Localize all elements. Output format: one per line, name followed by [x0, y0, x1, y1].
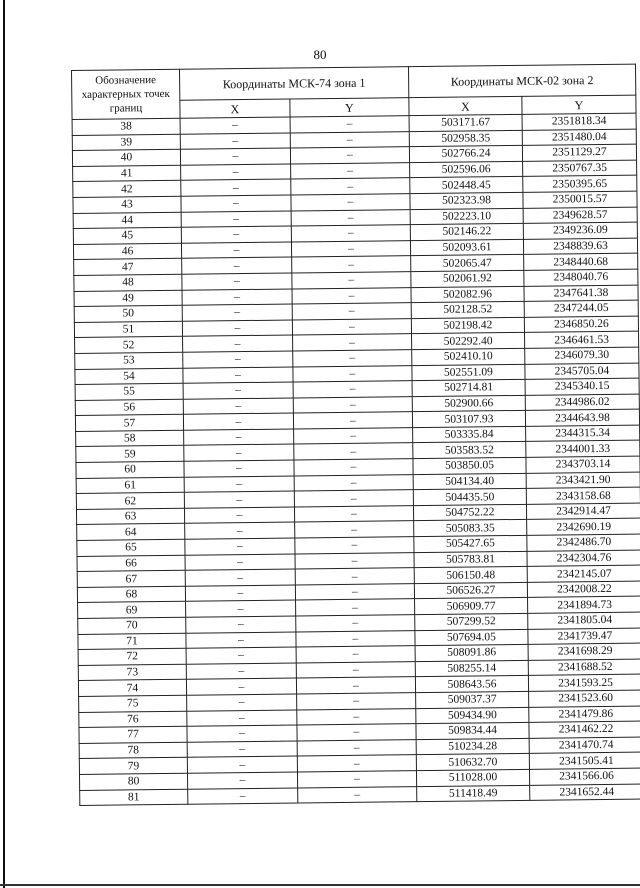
msk74-x-cell: –: [180, 148, 290, 165]
msk02-x-cell: 510234.28: [416, 738, 529, 755]
msk02-x-cell: 503335.84: [413, 426, 526, 443]
point-cell: 42: [73, 181, 181, 198]
msk02-x-cell: 509834.44: [416, 723, 529, 740]
msk74-y-cell: –: [295, 583, 414, 600]
msk74-y-cell: –: [297, 693, 416, 710]
msk02-y-cell: 2342145.07: [527, 565, 640, 582]
msk74-y-cell: –: [293, 350, 412, 367]
msk74-x-cell: –: [185, 569, 295, 586]
msk02-x-cell: 504752.22: [413, 504, 526, 521]
msk74-x-cell: –: [185, 538, 295, 555]
msk02-y-cell: 2341805.04: [528, 612, 640, 629]
msk02-x-cell: 505783.81: [414, 551, 527, 568]
msk02-x-cell: 510632.70: [416, 754, 529, 771]
msk74-x-cell: –: [181, 242, 291, 259]
msk02-x-cell: 507299.52: [415, 613, 528, 630]
point-cell: 48: [74, 274, 182, 291]
msk74-x-cell: –: [181, 179, 291, 196]
msk02-y-cell: 2341566.06: [529, 768, 640, 785]
msk02-x-cell: 502292.40: [412, 333, 525, 350]
point-cell: 69: [78, 602, 186, 619]
point-cell: 61: [76, 477, 184, 494]
point-cell: 55: [75, 383, 183, 400]
msk02-y-cell: 2341652.44: [530, 784, 640, 801]
msk02-y-cell: 2343703.14: [526, 456, 640, 473]
msk02-y-cell: 2341479.86: [529, 706, 640, 723]
msk02-y-cell: 2350395.65: [523, 175, 637, 192]
msk74-x-cell: –: [187, 710, 297, 727]
msk02-y-cell: 2346079.30: [525, 347, 639, 364]
msk74-x-cell: –: [184, 460, 294, 477]
point-cell: 50: [74, 305, 182, 322]
msk74-x-cell: –: [182, 273, 292, 290]
msk74-y-cell: –: [293, 381, 412, 398]
msk02-x-cell: 502410.10: [412, 348, 525, 365]
msk02-y-cell: 2344001.33: [526, 441, 640, 458]
point-cell: 77: [79, 726, 187, 743]
msk74-x-cell: –: [188, 788, 298, 805]
msk74-x-cell: –: [183, 398, 293, 415]
msk74-y-cell: –: [295, 552, 414, 569]
header-msk74-y: Y: [290, 98, 409, 117]
msk02-y-cell: 2341470.74: [529, 737, 640, 754]
msk74-y-cell: –: [290, 116, 409, 133]
msk02-y-cell: 2342486.70: [527, 534, 640, 551]
msk02-y-cell: 2346850.26: [524, 316, 638, 333]
msk74-y-cell: –: [294, 459, 413, 476]
msk74-y-cell: –: [294, 505, 413, 522]
msk74-y-cell: –: [291, 178, 410, 195]
msk74-x-cell: –: [182, 257, 292, 274]
msk02-x-cell: 509434.90: [416, 707, 529, 724]
msk02-y-cell: 2344315.34: [526, 425, 640, 442]
msk02-x-cell: 504435.50: [413, 489, 526, 506]
point-cell: 54: [75, 368, 183, 385]
msk02-y-cell: 2349236.09: [523, 222, 637, 239]
msk02-x-cell: 507694.05: [415, 629, 528, 646]
msk74-y-cell: –: [290, 131, 409, 148]
msk02-x-cell: 506150.48: [414, 567, 527, 584]
msk74-x-cell: –: [184, 429, 294, 446]
msk02-x-cell: 508091.86: [415, 645, 528, 662]
msk74-y-cell: –: [294, 443, 413, 460]
msk74-y-cell: –: [291, 225, 410, 242]
msk74-y-cell: –: [294, 474, 413, 491]
point-cell: 45: [73, 227, 181, 244]
msk02-y-cell: 2341698.29: [528, 643, 640, 660]
msk02-y-cell: 2348839.63: [523, 238, 637, 255]
msk74-y-cell: –: [294, 490, 413, 507]
msk74-x-cell: –: [187, 694, 297, 711]
msk74-x-cell: –: [183, 382, 293, 399]
msk74-y-cell: –: [295, 568, 414, 585]
point-cell: 38: [72, 118, 180, 135]
msk02-y-cell: 2341739.47: [528, 628, 640, 645]
msk02-x-cell: 502146.22: [410, 224, 523, 241]
msk02-x-cell: 503583.52: [413, 442, 526, 459]
msk74-x-cell: –: [184, 476, 294, 493]
msk02-y-cell: 2350767.35: [523, 160, 637, 177]
msk74-x-cell: –: [184, 444, 294, 461]
point-cell: 66: [77, 555, 185, 572]
msk02-y-cell: 2349628.57: [523, 207, 637, 224]
msk74-y-cell: –: [297, 724, 416, 741]
msk74-x-cell: –: [186, 663, 296, 680]
msk74-x-cell: –: [186, 616, 296, 633]
msk02-x-cell: 509037.37: [416, 691, 529, 708]
point-cell: 60: [76, 461, 184, 478]
msk74-y-cell: –: [295, 537, 414, 554]
point-cell: 80: [79, 773, 187, 790]
coordinates-table: [71, 64, 640, 806]
msk02-x-cell: 502065.47: [411, 255, 524, 272]
msk02-y-cell: 2347641.38: [524, 285, 638, 302]
msk02-x-cell: 502323.98: [410, 192, 523, 209]
msk02-x-cell: 502714.81: [412, 379, 525, 396]
msk02-x-cell: 504134.40: [413, 473, 526, 490]
msk02-x-cell: 502551.09: [412, 364, 525, 381]
point-cell: 65: [77, 539, 185, 556]
msk74-y-cell: –: [291, 162, 410, 179]
msk02-y-cell: 2348440.68: [524, 253, 638, 270]
point-cell: 43: [73, 196, 181, 213]
point-cell: 46: [73, 243, 181, 260]
msk74-y-cell: –: [291, 194, 410, 211]
scan-edge-bottom: [0, 884, 640, 886]
point-cell: 47: [74, 259, 182, 276]
point-cell: 74: [78, 680, 186, 697]
msk74-y-cell: –: [297, 739, 416, 756]
point-cell: 59: [76, 446, 184, 463]
msk74-y-cell: –: [290, 147, 409, 164]
msk02-y-cell: 2351480.04: [522, 129, 636, 146]
header-msk02-zone2: Координаты МСК-02 зона 2: [408, 64, 635, 98]
page-number: 80: [313, 47, 327, 62]
point-cell: 53: [75, 352, 183, 369]
msk02-x-cell: 502448.45: [410, 177, 523, 194]
msk02-x-cell: 506526.27: [414, 582, 527, 599]
point-cell: 73: [78, 664, 186, 681]
msk74-x-cell: –: [187, 741, 297, 758]
point-cell: 58: [76, 430, 184, 447]
msk02-x-cell: 503850.05: [413, 457, 526, 474]
msk02-x-cell: 511418.49: [417, 785, 530, 802]
msk02-x-cell: 502596.06: [410, 161, 523, 178]
point-cell: 78: [79, 742, 187, 759]
msk74-y-cell: –: [296, 599, 415, 616]
msk74-y-cell: –: [296, 646, 415, 663]
msk02-y-cell: 2345705.04: [525, 363, 639, 380]
msk02-y-cell: 2342008.22: [527, 581, 640, 598]
msk02-y-cell: 2344643.98: [525, 409, 639, 426]
msk02-y-cell: 2346461.53: [525, 331, 639, 348]
msk74-y-cell: –: [297, 708, 416, 725]
msk74-y-cell: –: [294, 428, 413, 445]
msk74-y-cell: –: [291, 240, 410, 257]
msk02-x-cell: 503171.67: [409, 114, 522, 131]
msk74-x-cell: –: [180, 117, 290, 134]
msk02-y-cell: 2344986.02: [525, 394, 639, 411]
msk02-y-cell: 2342914.47: [526, 503, 640, 520]
msk74-y-cell: –: [298, 786, 417, 803]
msk74-x-cell: –: [187, 725, 297, 742]
msk74-x-cell: –: [182, 289, 292, 306]
msk74-y-cell: –: [296, 677, 415, 694]
msk74-y-cell: –: [293, 334, 412, 351]
point-cell: 81: [80, 789, 188, 806]
msk02-y-cell: 2341688.52: [528, 659, 640, 676]
msk74-x-cell: –: [185, 554, 295, 571]
point-cell: 57: [75, 415, 183, 432]
msk74-x-cell: –: [186, 632, 296, 649]
msk74-y-cell: –: [293, 365, 412, 382]
msk02-x-cell: 502093.61: [410, 239, 523, 256]
msk74-x-cell: –: [182, 304, 292, 321]
msk74-x-cell: –: [187, 756, 297, 773]
msk02-y-cell: 2345340.15: [525, 378, 639, 395]
msk02-y-cell: 2351818.34: [522, 113, 636, 130]
msk74-x-cell: –: [183, 351, 293, 368]
msk74-y-cell: –: [292, 272, 411, 289]
msk74-y-cell: –: [297, 771, 416, 788]
msk74-x-cell: –: [182, 320, 292, 337]
msk74-y-cell: –: [297, 755, 416, 772]
msk74-x-cell: –: [184, 491, 294, 508]
msk74-x-cell: –: [184, 507, 294, 524]
point-cell: 72: [78, 648, 186, 665]
msk02-x-cell: 502900.66: [412, 395, 525, 412]
msk02-y-cell: 2341505.41: [529, 752, 640, 769]
msk02-x-cell: 502766.24: [409, 146, 522, 163]
msk02-y-cell: 2343158.68: [526, 487, 640, 504]
msk74-y-cell: –: [292, 287, 411, 304]
header-msk02-x: X: [409, 96, 522, 115]
msk02-x-cell: 508643.56: [415, 676, 528, 693]
msk02-x-cell: 506909.77: [415, 598, 528, 615]
msk74-y-cell: –: [293, 396, 412, 413]
msk02-x-cell: 505427.65: [414, 535, 527, 552]
point-cell: 40: [72, 149, 180, 166]
msk74-y-cell: –: [292, 256, 411, 273]
msk02-y-cell: 2341523.60: [529, 690, 640, 707]
point-cell: 44: [73, 212, 181, 229]
msk02-y-cell: 2341894.73: [528, 596, 640, 613]
point-cell: 41: [73, 165, 181, 182]
msk02-y-cell: 2350015.57: [523, 191, 637, 208]
point-cell: 63: [76, 508, 184, 525]
msk74-y-cell: –: [293, 412, 412, 429]
msk02-x-cell: 502223.10: [410, 208, 523, 225]
msk02-y-cell: 2343421.90: [526, 472, 640, 489]
msk02-y-cell: 2341593.25: [528, 674, 640, 691]
msk02-x-cell: 505083.35: [414, 520, 527, 537]
msk74-y-cell: –: [296, 615, 415, 632]
msk02-x-cell: 502128.52: [411, 301, 524, 318]
msk74-x-cell: –: [181, 195, 291, 212]
msk74-y-cell: –: [291, 209, 410, 226]
msk74-x-cell: –: [183, 413, 293, 430]
point-cell: 62: [76, 492, 184, 509]
msk02-x-cell: 508255.14: [415, 660, 528, 677]
msk02-y-cell: 2348040.76: [524, 269, 638, 286]
msk02-x-cell: 502958.35: [409, 130, 522, 147]
msk74-x-cell: –: [180, 133, 290, 150]
msk02-y-cell: 2347244.05: [524, 300, 638, 317]
msk02-y-cell: 2342304.76: [527, 550, 640, 567]
point-cell: 56: [75, 399, 183, 416]
header-msk74-zone1: Координаты МСК-74 зона 1: [179, 67, 408, 101]
msk02-y-cell: 2341462.22: [529, 721, 640, 738]
msk02-x-cell: 511028.00: [416, 769, 529, 786]
point-cell: 75: [79, 695, 187, 712]
point-cell: 64: [77, 524, 185, 541]
msk02-x-cell: 502061.92: [411, 270, 524, 287]
msk74-x-cell: –: [183, 367, 293, 384]
scan-edge-left: [3, 0, 5, 888]
msk74-x-cell: –: [187, 772, 297, 789]
msk74-y-cell: –: [292, 318, 411, 335]
msk74-x-cell: –: [186, 600, 296, 617]
msk02-y-cell: 2351129.27: [522, 144, 636, 161]
msk02-y-cell: 2342690.19: [527, 519, 640, 536]
point-cell: 71: [78, 633, 186, 650]
msk74-y-cell: –: [296, 661, 415, 678]
point-cell: 39: [72, 134, 180, 151]
header-msk74-x: X: [180, 99, 290, 118]
table-body: [72, 113, 640, 805]
header-msk02-y: Y: [522, 95, 636, 114]
point-cell: 79: [79, 758, 187, 775]
msk74-x-cell: –: [185, 522, 295, 539]
msk74-x-cell: –: [181, 226, 291, 243]
msk02-x-cell: 502082.96: [411, 286, 524, 303]
msk74-x-cell: –: [183, 335, 293, 352]
point-cell: 67: [77, 570, 185, 587]
point-cell: 52: [75, 337, 183, 354]
point-cell: 76: [79, 711, 187, 728]
point-cell: 51: [74, 321, 182, 338]
point-cell: 70: [78, 617, 186, 634]
msk74-x-cell: –: [186, 647, 296, 664]
point-cell: 49: [74, 290, 182, 307]
msk74-x-cell: –: [181, 211, 291, 228]
msk74-x-cell: –: [185, 585, 295, 602]
msk02-x-cell: 502198.42: [411, 317, 524, 334]
point-cell: 68: [77, 586, 185, 603]
msk74-x-cell: –: [181, 164, 291, 181]
msk02-x-cell: 503107.93: [412, 411, 525, 428]
msk74-y-cell: –: [296, 630, 415, 647]
header-point-designation: Обозначение характерных точек границ: [72, 69, 181, 119]
msk74-y-cell: –: [292, 303, 411, 320]
msk74-y-cell: –: [295, 521, 414, 538]
msk74-x-cell: –: [186, 678, 296, 695]
